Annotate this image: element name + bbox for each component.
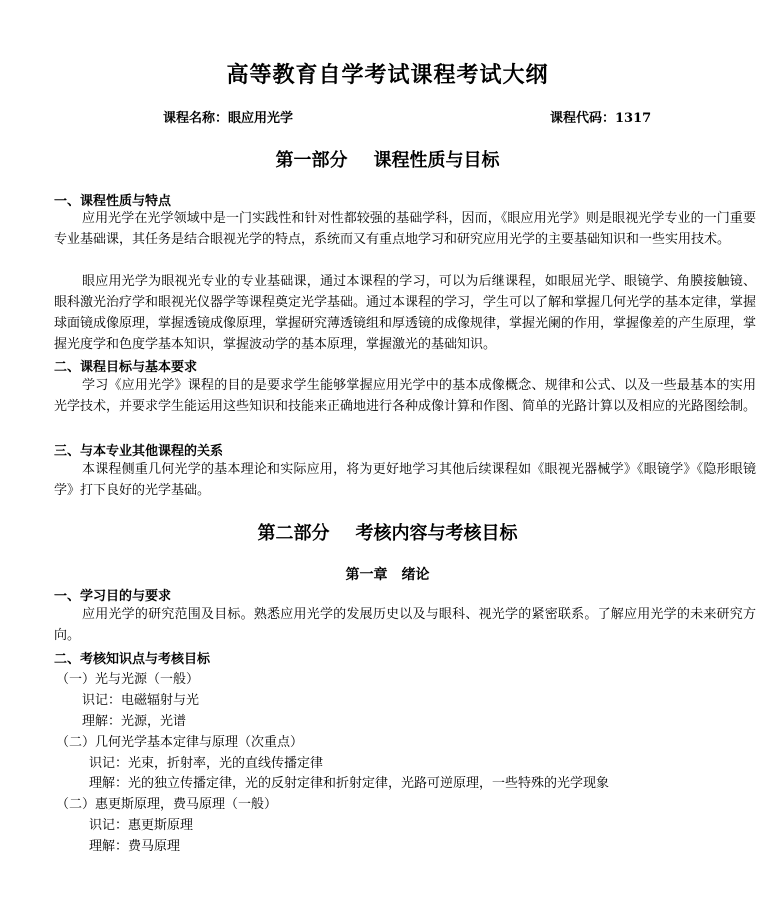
knowledge-point-3-understand: 理解：费马原理 [89,839,181,854]
knowledge-point-2-heading: （二）几何光学基本定律与原理（次重点） [56,735,304,750]
part2-section1-paragraph: 应用光学的研究范围及目标。熟悉应用光学的发展历史以及与眼科、视光学的紧密联系。了解应用光学的未来研究方向。 [54,607,756,643]
part1-title: 课程性质与目标 [373,150,500,171]
part1-heading [0,146,775,172]
chapter-heading: 第一章 绪论 [345,567,430,583]
part2-label: 第二部分 [257,523,330,544]
knowledge-point-1-understand: 理解：光源，光谱 [82,714,187,729]
document-title: 高等教育自学考试课程考试大纲 [226,62,549,88]
part2-title: 考核内容与考核目标 [355,523,518,544]
part2-section2-heading: 二、考核知识点与考核目标 [54,652,211,667]
part1-section2-paragraph: 学习《应用光学》课程的目的是要求学生能够掌握应用光学中的基本成像概念、规律和公式、以及一些最基本的实用光学技术，并要求学生能运用这些知识和技能来正确地进行各种成像计算和作图、简单的光路计算以及相应的光路图绘制。 [54,378,757,414]
knowledge-point-2-understand: 理解：光的独立传播定律，光的反射定律和折射定律，光路可逆原理，一些特殊的光学现象 [89,776,610,791]
knowledge-point-1-heading: （一）光与光源（一般） [56,672,200,687]
part2-heading [0,519,775,545]
knowledge-point-3-recall: 识记：惠更斯原理 [89,818,194,833]
knowledge-point-3-heading: （二）惠更斯原理，费马原理（一般） [56,797,278,812]
part1-section1-paragraph2: 眼应用光学为眼视光专业的专业基础课，通过本课程的学习，可以为后继课程，如眼屈光学、眼镜学、角膜接触镜、眼科激光治疗学和眼视光仪器学等课程奠定光学基础。通过本课程的学习，学生可以了解和掌握几何光学的基本定律，掌握球面镜成像原理，掌握透镜成像原理，掌握研究薄透镜组和厚透镜的成像规律，掌握光阑的作用，掌握像差的产生原理，掌握光度学和色度学基本知识，掌握波动学的基本原理，掌握激光的基础知识。 [54,274,757,352]
course-code: 课程代码：1317 [550,111,652,126]
part1-section1-heading: 一、课程性质与特点 [54,194,172,209]
part1-section3-paragraph: 本课程侧重几何光学的基本理论和实际应用，将为更好地学习其他后续课程如《眼视光器械学》《眼镜学》《隐形眼镜学》打下良好的光学基础。 [54,462,756,498]
knowledge-point-2-recall: 识记：光束，折射率，光的直线传播定律 [89,756,324,771]
part1-section2-heading: 二、课程目标与基本要求 [54,360,198,375]
part1-section3-heading: 三、与本专业其他课程的关系 [54,444,224,459]
course-name: 课程名称：眼应用光学 [163,111,294,126]
part1-section1-paragraph1: 应用光学在光学领域中是一门实践性和针对性都较强的基础学科，因而，《眼应用光学》则是眼视光学专业的一门重要专业基础课，其任务是结合眼视光学的特点，系统而又有重点地学习和研究应用光学的主要基础知识和一些实用技术。 [54,211,756,247]
part2-section1-heading: 一、学习目的与要求 [54,589,172,604]
part1-label: 第一部分 [275,150,348,171]
knowledge-point-1-recall: 识记：电磁辐射与光 [82,693,200,708]
